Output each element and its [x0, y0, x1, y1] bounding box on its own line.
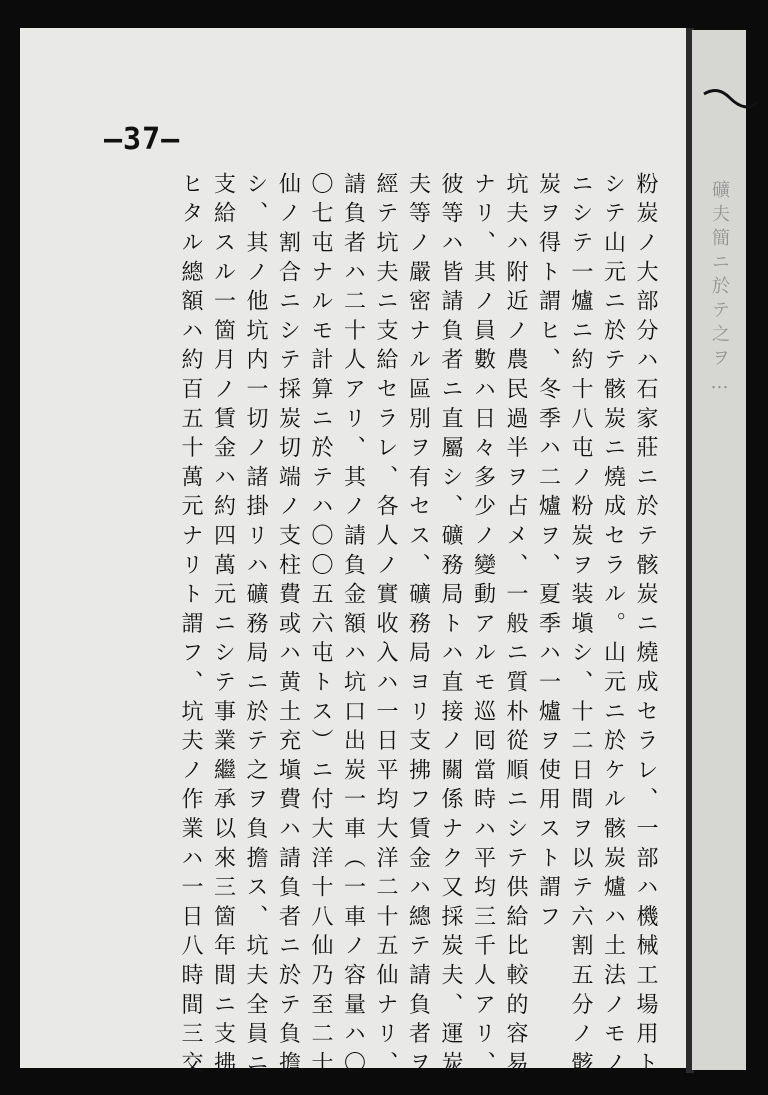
text-column: ナリ、其ノ員數ハ日々多少ノ變動アルモ巡囘當時ハ平均三千人アリ、	[470, 172, 496, 1081]
text-column: ヒタル總額ハ約百五十萬元ナリト謂フ、坑夫ノ作業ハ一日八時間三交	[178, 172, 203, 1081]
text-column: 支給スル一箇月ノ賃金ハ約四萬元ニシテ事業繼承以來三箇年間ニ支拂	[210, 172, 236, 1081]
pen-stroke-mark	[700, 80, 760, 120]
text-column: ニシテ一爐ニ約十八屯ノ粉炭ヲ装塡シ、十二日間ヲ以テ六割五分ノ骸	[568, 172, 593, 1081]
text-column: 坑夫ハ附近ノ農民過半ヲ占メ、一般ニ質朴從順ニシテ供給比較的容易	[503, 172, 528, 1081]
text-column: シ、其ノ他坑内一切ノ諸掛リハ礦務局ニ於テ之ヲ負擔ス、坑夫全員ニ	[243, 172, 268, 1081]
text-column: 請負者ハ二十人アリ、其ノ請負金額ハ坑口出炭一車（一車ノ容量ハ〇	[340, 172, 366, 1081]
text-column: 經テ坑夫ニ支給セラレ、各人ノ實收入ハ一日平均大洋二十五仙ナリ、	[373, 172, 398, 1081]
page-number: —37—	[104, 122, 181, 157]
text-column: 仙ノ割合ニシテ採炭切端ノ支柱費或ハ黄土充塡費ハ請負者ニ於テ負擔	[275, 172, 301, 1081]
adjacent-page-text: 礦夫簡ニ於テ之ヲ…	[709, 180, 730, 399]
text-column: 粉炭ノ大部分ハ石家莊ニ於テ骸炭ニ燒成セラレ、一部ハ機械工場用ト	[633, 172, 658, 1081]
text-column: 夫等ノ嚴密ナル區別ヲ有セス、礦務局ヨリ支拂フ賃金ハ總テ請負者ヲ	[405, 172, 431, 1081]
text-column: 炭ヲ得ト謂ヒ、冬季ハ二爐ヲ、夏季ハ一爐ヲ使用スト謂フ	[535, 172, 561, 934]
text-column: 〇七屯ナルモ計算ニ於テハ〇〇五六屯トス）ニ付大洋十八仙乃至二十	[308, 172, 333, 1081]
text-column: 彼等ハ皆請負者ニ直屬シ、礦務局トハ直接ノ關係ナク又採炭夫、運炭	[438, 172, 463, 1081]
text-column: シテ山元ニ於テ骸炭ニ燒成セラル。山元ニ於ケル骸炭爐ハ土法ノモノ	[600, 172, 626, 1081]
